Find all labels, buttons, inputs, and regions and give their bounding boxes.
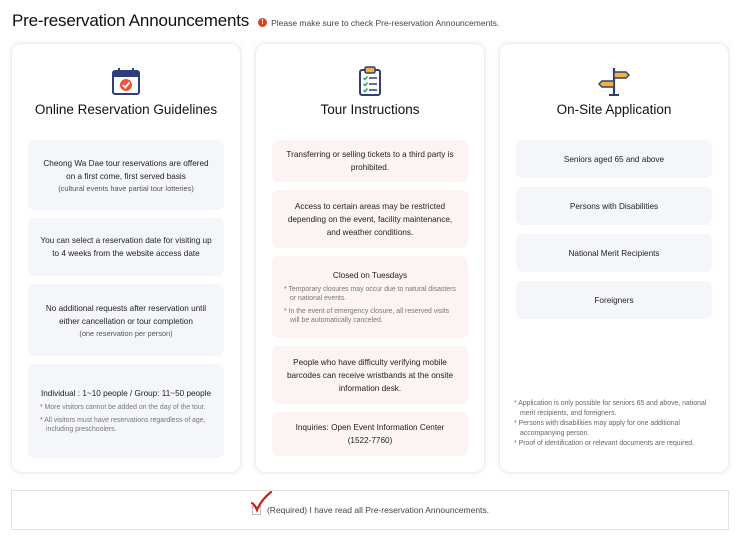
page-header xyxy=(12,10,499,32)
list-item xyxy=(28,364,224,458)
item-text: Access to certain areas may be restricted depending on the event, facility maintenance, and weather conditions. xyxy=(287,201,453,237)
card-title: On-Site Application xyxy=(556,102,672,117)
onsite-application-card xyxy=(499,43,729,473)
notice-text: Please make sure to check Pre-reservation Announcements. xyxy=(271,17,500,28)
card-title: Online Reservation Guidelines xyxy=(34,102,218,117)
item-note: * More visitors cannot be added on the day of the tour. xyxy=(40,404,206,412)
item-subtext: (cultural events have partial tour lotteries) xyxy=(58,183,194,193)
list-item xyxy=(272,256,468,338)
page-title: Pre-reservation Announcements xyxy=(12,11,250,30)
list-item xyxy=(516,187,712,225)
list-item xyxy=(28,284,224,356)
agreement-label[interactable]: (Required) I have read all Pre-reservation Announcements. xyxy=(266,505,490,515)
note-item: * Persons with disabilities may apply for one additional accompanying person. xyxy=(514,420,680,437)
item-text: Foreigners xyxy=(594,295,634,305)
item-text: Cheong Wa Dae tour reservations are offered on a first come, first served basis xyxy=(43,158,209,181)
item-text: Closed on Tuesdays xyxy=(332,270,408,280)
alert-icon: ! xyxy=(258,18,267,27)
item-note: * Temporary closures may occur due to natural disasters or national events. xyxy=(284,285,456,302)
item-text: Seniors aged 65 and above xyxy=(563,154,665,164)
calendar-check-icon xyxy=(109,64,143,98)
tour-instructions-card xyxy=(255,43,485,473)
list-item xyxy=(272,412,468,456)
list-item xyxy=(28,140,224,210)
clipboard-checklist-icon xyxy=(353,64,387,98)
item-text: Inquiries: Open Event Information Center (1522-7760) xyxy=(295,423,445,445)
item-text: National Merit Recipients xyxy=(568,248,660,258)
online-reservation-card xyxy=(11,43,241,473)
item-text: People who have difficulty verifying mobile barcodes can receive wristbands at the onsite information desk. xyxy=(286,357,454,393)
list-item xyxy=(516,281,712,319)
note-item: * Application is only possible for seniors 65 and above, national merit recipients, and foreigners. xyxy=(514,400,707,417)
list-item xyxy=(28,218,224,276)
item-text: Transferring or selling tickets to a third party is prohibited. xyxy=(286,150,454,172)
item-subtext: (one reservation per person) xyxy=(79,328,173,338)
item-text: No additional requests after reservation until either cancellation or tour completion xyxy=(45,303,207,326)
item-note: * All visitors must have reservations regardless of age, including preschoolers. xyxy=(40,416,206,434)
note-item: * Proof of identification or relevant documents are required. xyxy=(514,440,695,447)
agreement-row[interactable] xyxy=(11,490,729,530)
list-item xyxy=(516,140,712,178)
notice xyxy=(258,18,499,28)
item-note: * In the event of emergency closure, all reserved visits will be automatically canceled. xyxy=(284,307,450,324)
list-item xyxy=(272,190,468,248)
item-text: Individual : 1~10 people / Group: 11~50 people xyxy=(40,389,212,399)
list-item xyxy=(516,234,712,272)
signpost-icon xyxy=(597,64,631,98)
onsite-notes xyxy=(514,399,714,450)
list-item xyxy=(272,346,468,404)
card-title: Tour Instructions xyxy=(320,102,420,117)
item-text: Persons with Disabilities xyxy=(569,201,659,211)
agreement-checkbox[interactable] xyxy=(251,504,263,516)
checkmark-icon xyxy=(249,490,273,514)
list-item xyxy=(272,140,468,182)
item-text: You can select a reservation date for visiting up to 4 weeks from the website access date xyxy=(40,236,212,258)
